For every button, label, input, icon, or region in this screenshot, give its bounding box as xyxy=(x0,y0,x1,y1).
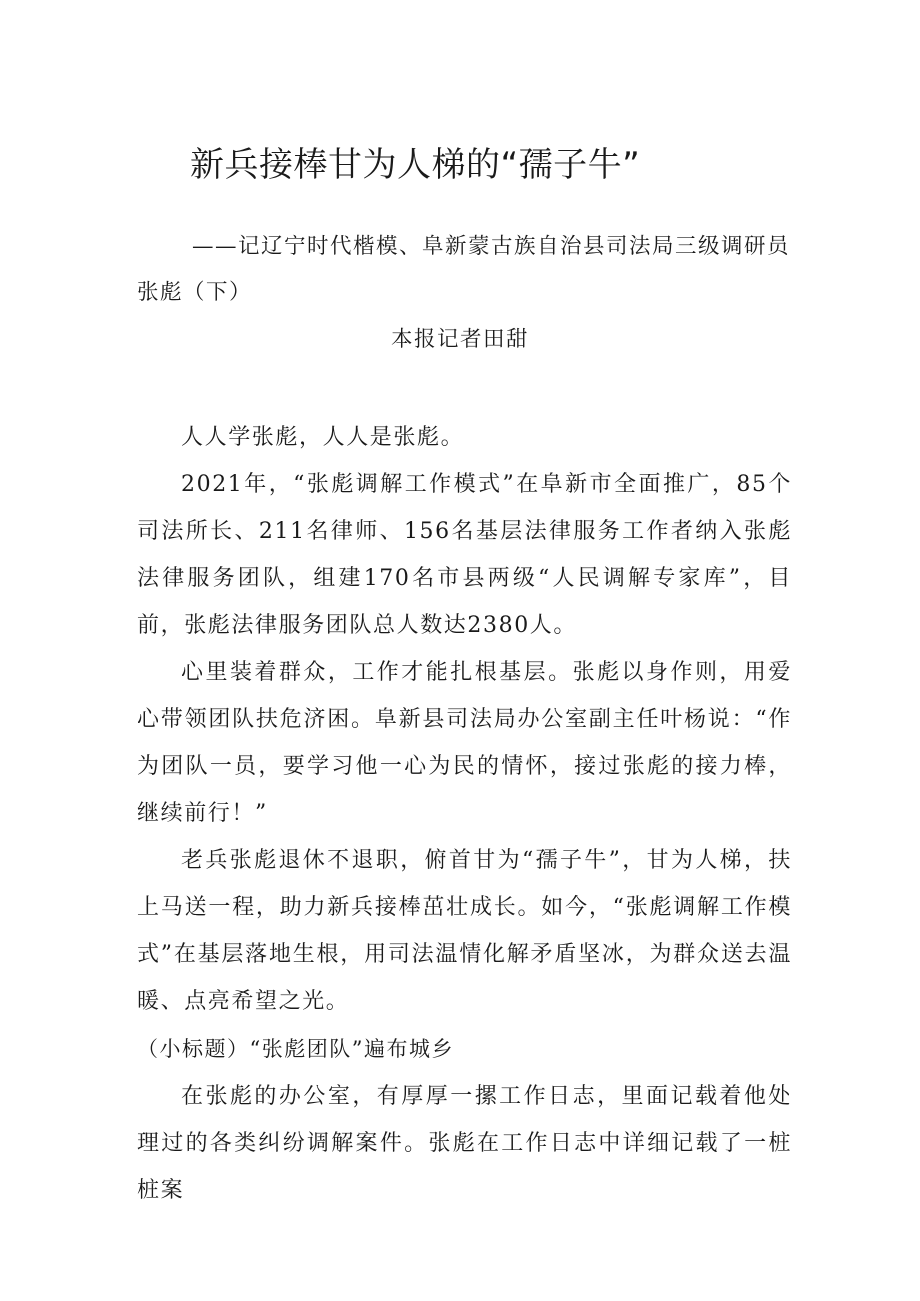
article-title: 新兵接棒甘为人梯的“孺子牛” xyxy=(190,145,641,185)
article-body xyxy=(137,414,792,1214)
body-paragraph: 在张彪的办公室，有厚厚一摞工作日志，里面记载着他处理过的各类纠纷调解案件。张彪在工作日志中详细记载了一桩桩案 xyxy=(137,1084,792,1203)
body-paragraph: 心里装着群众，工作才能扎根基层。张彪以身作则，用爱心带领团队扶危济困。阜新县司法局办公室副主任叶杨说：“作为团队一员，要学习他一心为民的情怀，接过张彪的接力棒，继续前行！” xyxy=(137,660,792,826)
article-subtitle: ——记辽宁时代楷模、阜新蒙古族自治县司法局三级调研员张彪（下） xyxy=(137,234,791,305)
body-paragraph: 2021年，“张彪调解工作模式”在阜新市全面推广，85个司法所长、211名律师、156名基层法律服务工作者纳入张彪法律服务团队，组建170名市县两级“人民调解专家库”，目前，张彪法律服务团队总人数达2380人。 xyxy=(137,472,792,638)
body-paragraph: 老兵张彪退休不退职，俯首甘为“孺子牛”，甘为人梯，扶上马送一程，助力新兵接棒茁壮成长。如今，“张彪调解工作模式”在基层落地生根，用司法温情化解矛盾坚冰，为群众送去温暖、点亮希望之光。 xyxy=(137,848,792,1014)
body-paragraph: 人人学张彪，人人是张彪。 xyxy=(181,425,465,450)
section-subheading: （小标题）“张彪团队”遍布城乡 xyxy=(137,1037,454,1061)
article-byline: 本报记者田甜 xyxy=(390,327,529,352)
